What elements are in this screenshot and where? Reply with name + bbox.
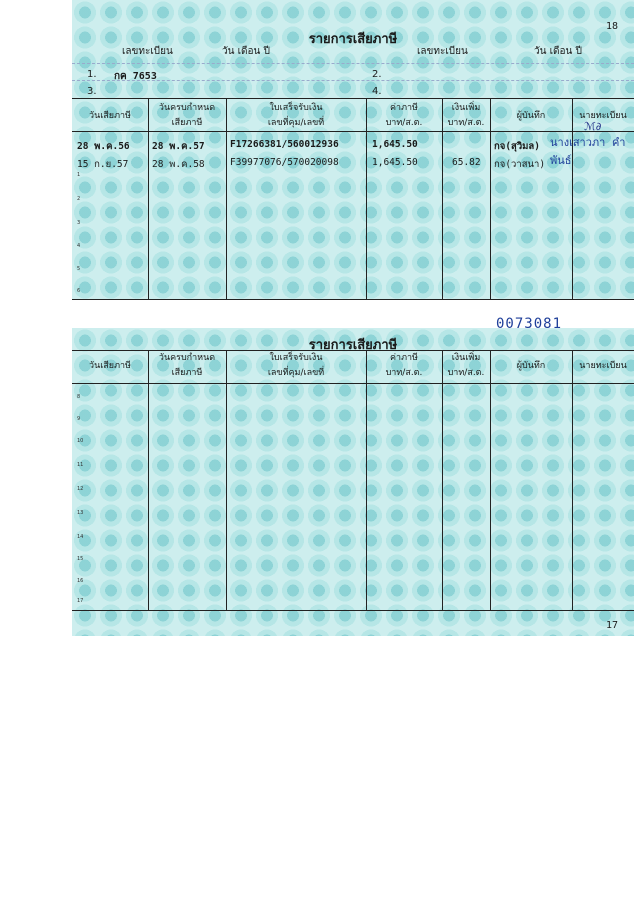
serial-number: 0073081 (496, 316, 563, 332)
table-top-rule (72, 98, 634, 99)
row-number: 14 (77, 534, 84, 540)
row2-tax-fee: 1,645.50 (372, 157, 418, 168)
license-plate: กค 7653 (114, 71, 157, 82)
row-number: 4 (77, 243, 81, 249)
page-title: รายการเสียภาษี (308, 32, 398, 47)
registrar-stamp: นางเสาวภา คำพันธ์ (550, 136, 626, 167)
row2-due-date: 28 พ.ค.58 (152, 159, 205, 170)
row-number: 17 (77, 598, 84, 604)
header-tax-fee: ค่าภาษี บาท/ส.ต. (385, 353, 423, 378)
line-number: 4. (372, 86, 382, 97)
row-number: 12 (77, 486, 84, 492)
header-tax-fee: ค่าภาษี บาท/ส.ต. (385, 103, 423, 128)
header-recorder: ผู้บันทึก (516, 111, 546, 121)
page-number: 17 (606, 620, 619, 631)
header-receipt: ใบเสร็จรับเงิน เลขที่คุม/เลขที่ (267, 353, 325, 378)
registration-label: เลขทะเบียน (417, 46, 468, 57)
row1-tax-date: 28 พ.ค.56 (77, 141, 130, 152)
row-number: 1 (77, 172, 81, 178)
row1-receipt: F17266381/560012936 (230, 139, 339, 150)
row-number: 10 (77, 438, 84, 444)
row1-recorder: กจ(สุวิมล) (494, 141, 540, 152)
row-number: 8 (77, 394, 81, 400)
row-number: 3 (77, 220, 81, 226)
table-bottom-rule (72, 299, 634, 300)
row2-receipt: F39977076/570020098 (230, 157, 339, 168)
header-recorder: ผู้บันทึก (516, 361, 546, 371)
row2-tax-date: 15 ก.ย.57 (77, 159, 129, 170)
row-number: 2 (77, 196, 81, 202)
row-number: 13 (77, 510, 84, 516)
row-number: 6 (77, 288, 81, 294)
date-label: วัน เดือน ปี (534, 46, 582, 57)
table-bottom-rule (72, 610, 634, 611)
header-surcharge: เงินเพิ่ม บาท/ส.ต. (447, 353, 485, 378)
header-registrar: นายทะเบียน (579, 111, 627, 121)
header-tax-date: วันเสียภาษี (89, 361, 131, 371)
registration-label: เลขทะเบียน (122, 46, 173, 57)
tax-record-page-18 (72, 0, 634, 300)
header-receipt: ใบเสร็จรับเงิน เลขที่คุม/เลขที่ (267, 103, 325, 128)
tax-record-page-17 (72, 316, 634, 636)
row-number: 15 (77, 556, 84, 562)
row-number: 11 (77, 462, 84, 468)
row-number: 16 (77, 578, 84, 584)
row2-recorder: กจ(วาสนา) (494, 159, 546, 170)
header-registrar: นายทะเบียน (579, 361, 627, 371)
header-surcharge: เงินเพิ่ม บาท/ส.ต. (447, 103, 485, 128)
line-number: 2. (372, 69, 382, 80)
row-number: 5 (77, 266, 81, 272)
row1-due-date: 28 พ.ค.57 (152, 141, 205, 152)
header-bottom-rule (72, 383, 634, 384)
line-number: 3. (87, 86, 97, 97)
date-label: วัน เดือน ปี (222, 46, 270, 57)
row1-tax-fee: 1,645.50 (372, 139, 418, 150)
line-number: 1. (87, 69, 97, 80)
header-tax-date: วันเสียภาษี (89, 111, 131, 121)
page-title: รายการเสียภาษี (308, 338, 398, 353)
registrar-signature: ℳ∂ (584, 120, 602, 133)
header-bottom-rule (72, 131, 634, 132)
page-number: 18 (606, 21, 619, 32)
header-due-date: วันครบกำหนด เสียภาษี (158, 353, 216, 378)
row-number: 9 (77, 416, 81, 422)
row2-surcharge: 65.82 (452, 157, 481, 168)
header-due-date: วันครบกำหนด เสียภาษี (158, 103, 216, 128)
